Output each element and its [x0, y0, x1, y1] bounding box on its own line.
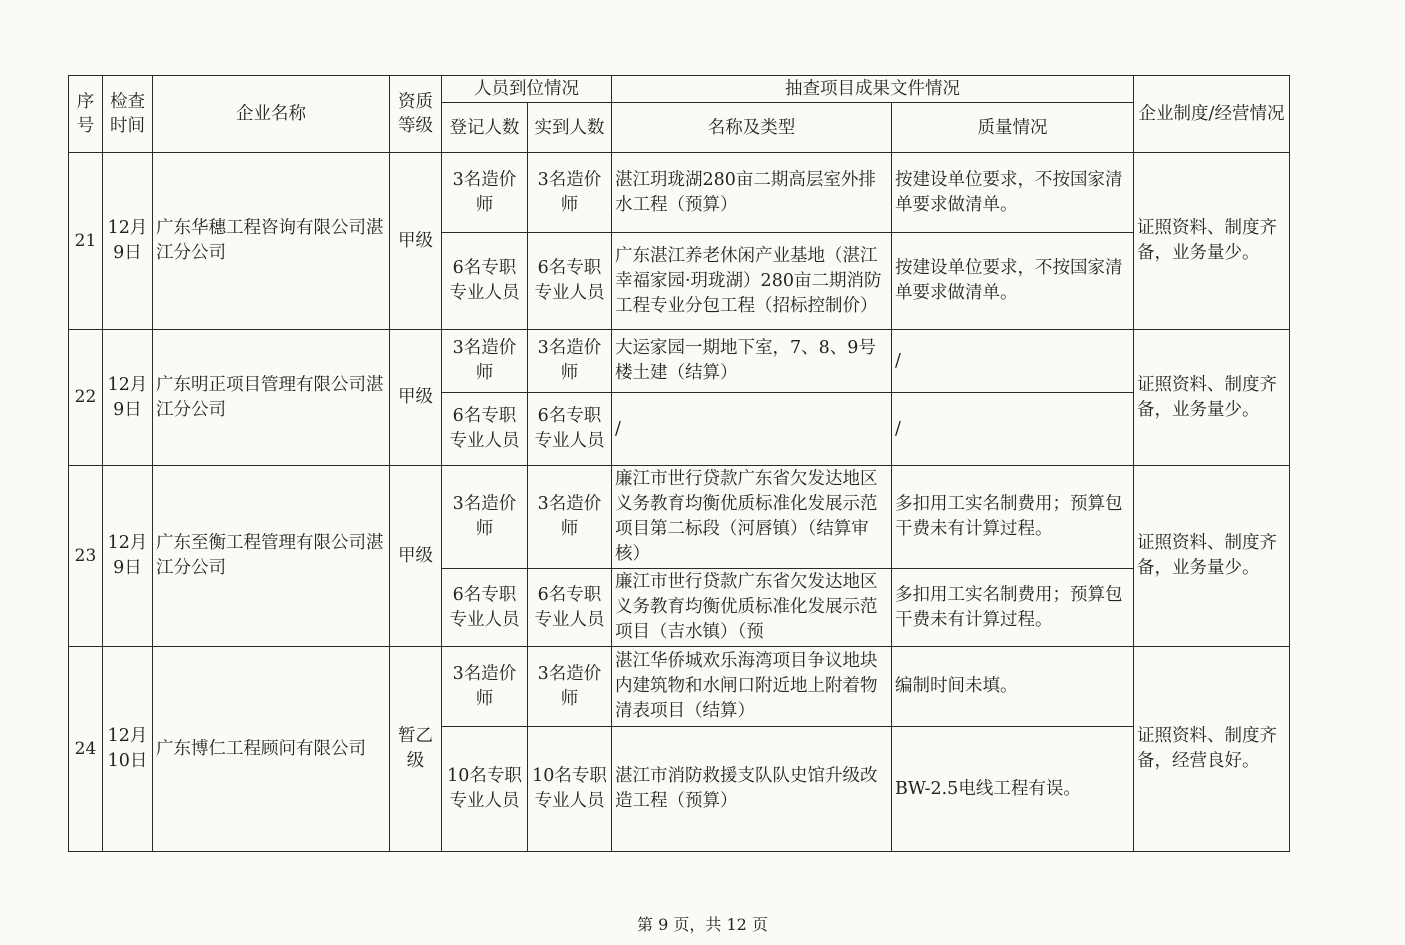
table-row [69, 153, 1290, 233]
row-quality: 按建设单位要求，不按国家清单要求做清单。 [892, 233, 1134, 330]
row-doc: 湛江华侨城欢乐海湾项目争议地块内建筑物和水闸口附近地上附着物清表项目（结算） [612, 647, 892, 727]
row-quality: / [892, 330, 1134, 393]
header-company: 企业名称 [153, 76, 390, 153]
row-registered: 3名造价师 [442, 466, 528, 569]
row-actual: 6名专职专业人员 [528, 393, 612, 466]
row-seq: 22 [69, 330, 103, 466]
row-seq: 24 [69, 647, 103, 852]
row-actual: 6名专职专业人员 [528, 569, 612, 647]
row-date: 12月10日 [103, 647, 153, 852]
header-row-1 [69, 76, 1290, 103]
row-level: 甲级 [390, 153, 442, 330]
row-quality: 多扣用工实名制费用；预算包干费未有计算过程。 [892, 466, 1134, 569]
row-doc: 湛江玥珑湖280亩二期高层室外排水工程（预算） [612, 153, 892, 233]
header-docs-group: 抽查项目成果文件情况 [612, 76, 1134, 103]
row-company: 广东至衡工程管理有限公司湛江分公司 [153, 466, 390, 647]
row-registered: 6名专职专业人员 [442, 233, 528, 330]
row-actual: 3名造价师 [528, 153, 612, 233]
header-doc-name: 名称及类型 [612, 103, 892, 153]
row-registered: 10名专职专业人员 [442, 727, 528, 852]
header-registered: 登记人数 [442, 103, 528, 153]
row-quality: 按建设单位要求，不按国家清单要求做清单。 [892, 153, 1134, 233]
row-registered: 3名造价师 [442, 330, 528, 393]
header-actual: 实到人数 [528, 103, 612, 153]
row-doc: 湛江市消防救援支队队史馆升级改造工程（预算） [612, 727, 892, 852]
row-actual: 6名专职专业人员 [528, 233, 612, 330]
row-actual: 3名造价师 [528, 330, 612, 393]
row-level: 甲级 [390, 330, 442, 466]
row-date: 12月9日 [103, 153, 153, 330]
row-doc: / [612, 393, 892, 466]
row-date: 12月9日 [103, 466, 153, 647]
header-system: 企业制度/经营情况 [1134, 76, 1290, 153]
row-registered: 6名专职专业人员 [442, 569, 528, 647]
row-system: 证照资料、制度齐备，经营良好。 [1134, 647, 1290, 852]
row-company: 广东博仁工程顾问有限公司 [153, 647, 390, 852]
row-registered: 6名专职专业人员 [442, 393, 528, 466]
row-level: 暂乙级 [390, 647, 442, 852]
header-date: 检查时间 [103, 76, 153, 153]
row-doc: 廉江市世行贷款广东省欠发达地区义务教育均衡优质标准化发展示范项目（吉水镇）（预 [612, 569, 892, 647]
row-seq: 21 [69, 153, 103, 330]
table-row [69, 330, 1290, 393]
row-actual: 3名造价师 [528, 466, 612, 569]
row-system: 证照资料、制度齐备，业务量少。 [1134, 330, 1290, 466]
header-staff-group: 人员到位情况 [442, 76, 612, 103]
table-row [69, 647, 1290, 727]
inspection-table [68, 75, 1290, 852]
row-quality: 编制时间未填。 [892, 647, 1134, 727]
row-doc: 廉江市世行贷款广东省欠发达地区义务教育均衡优质标准化发展示范项目第二标段（河唇镇）（结算审核） [612, 466, 892, 569]
table-row [69, 466, 1290, 569]
row-company: 广东明正项目管理有限公司湛江分公司 [153, 330, 390, 466]
row-registered: 3名造价师 [442, 153, 528, 233]
row-level: 甲级 [390, 466, 442, 647]
row-seq: 23 [69, 466, 103, 647]
header-seq: 序号 [69, 76, 103, 153]
row-doc: 广东湛江养老休闲产业基地（湛江幸福家园·玥珑湖）280亩二期消防工程专业分包工程（招标控制价） [612, 233, 892, 330]
row-actual: 3名造价师 [528, 647, 612, 727]
row-company: 广东华穗工程咨询有限公司湛江分公司 [153, 153, 390, 330]
row-quality: / [892, 393, 1134, 466]
row-quality: BW-2.5电线工程有误。 [892, 727, 1134, 852]
row-date: 12月9日 [103, 330, 153, 466]
row-registered: 3名造价师 [442, 647, 528, 727]
row-system: 证照资料、制度齐备，业务量少。 [1134, 153, 1290, 330]
header-level: 资质等级 [390, 76, 442, 153]
row-actual: 10名专职专业人员 [528, 727, 612, 852]
row-doc: 大运家园一期地下室，7、8、9号楼土建（结算） [612, 330, 892, 393]
row-quality: 多扣用工实名制费用；预算包干费未有计算过程。 [892, 569, 1134, 647]
row-system: 证照资料、制度齐备，业务量少。 [1134, 466, 1290, 647]
page-number: 第 9 页，共 12 页 [637, 915, 768, 934]
header-quality: 质量情况 [892, 103, 1134, 153]
